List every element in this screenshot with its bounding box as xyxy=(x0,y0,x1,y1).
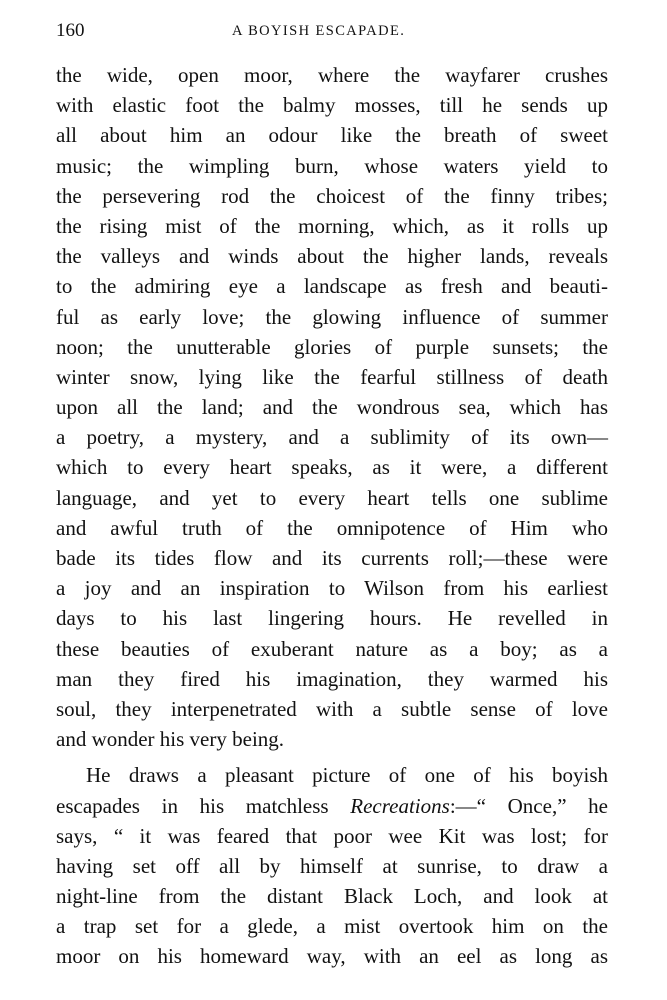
text-line: with elastic foot the balmy mosses, till he sends up xyxy=(56,93,608,118)
book-title: Recreations xyxy=(350,793,450,818)
text-line: He draws a pleasant picture of one of his boyish xyxy=(86,763,608,788)
text-line: having set off all by himself at sunrise, to draw a xyxy=(56,853,608,878)
page-number: 160 xyxy=(56,20,85,41)
text-line: upon all the land; and the wondrous sea, which has xyxy=(56,395,608,420)
text-line: night-line from the distant Black Loch, and look at xyxy=(56,884,608,909)
text-line: man they fired his imagination, they warmed his xyxy=(56,666,608,691)
text-line: these beauties of exuberant nature as a boy; as a xyxy=(56,636,608,661)
text-line: the wide, open moor, where the wayfarer crushes xyxy=(56,63,608,87)
text-line: a joy and an inspiration to Wilson from his earliest xyxy=(56,576,608,601)
page-header xyxy=(56,20,611,48)
text-line: noon; the unutterable glories of purple sunsets; the xyxy=(56,334,608,359)
text-line: days to his last lingering hours. He revelled in xyxy=(56,606,608,631)
text-line: a poetry, a mystery, and a sublimity of its own— xyxy=(56,425,608,450)
paragraph xyxy=(56,760,608,971)
paragraph xyxy=(56,60,608,754)
text-segment: escapades in his matchless xyxy=(56,793,351,818)
text-line: the persevering rod the choicest of the finny tribes; xyxy=(56,183,608,208)
text-line: ful as early love; the glowing influence of summer xyxy=(56,304,608,329)
text-line: music; the wimpling burn, whose waters yield to xyxy=(56,153,608,178)
text-line: the rising mist of the morning, which, as it rolls up xyxy=(56,213,608,238)
text-line: language, and yet to every heart tells one sublime xyxy=(56,485,608,510)
text-line: says, “ it was feared that poor wee Kit was lost; for xyxy=(56,823,608,848)
text-line: bade its tides flow and its currents roll;—these were xyxy=(56,546,608,570)
text-line: the valleys and winds about the higher lands, reveals xyxy=(56,244,608,269)
text-line: all about him an odour like the breath of sweet xyxy=(56,123,608,148)
running-title: A BOYISH ESCAPADE. xyxy=(232,23,406,39)
text-line: to the admiring eye a landscape as fresh and beauti- xyxy=(56,274,608,299)
body-text xyxy=(56,60,608,972)
text-line: moor on his homeward way, with an eel as long as xyxy=(56,944,608,969)
text-line: and wonder his very being. xyxy=(56,727,285,752)
text-line: winter snow, lying like the fearful stillness of death xyxy=(56,364,608,389)
text-segment: :—“ Once,” he xyxy=(449,793,608,818)
text-line: soul, they interpenetrated with a subtle sense of love xyxy=(56,696,608,721)
text-line: and awful truth of the omnipotence of Him who xyxy=(56,515,608,540)
text-line: which to every heart speaks, as it were, a different xyxy=(56,455,608,480)
text-line: a trap set for a glede, a mist overtook him on the xyxy=(56,914,608,939)
text-line-with-title xyxy=(56,791,608,821)
